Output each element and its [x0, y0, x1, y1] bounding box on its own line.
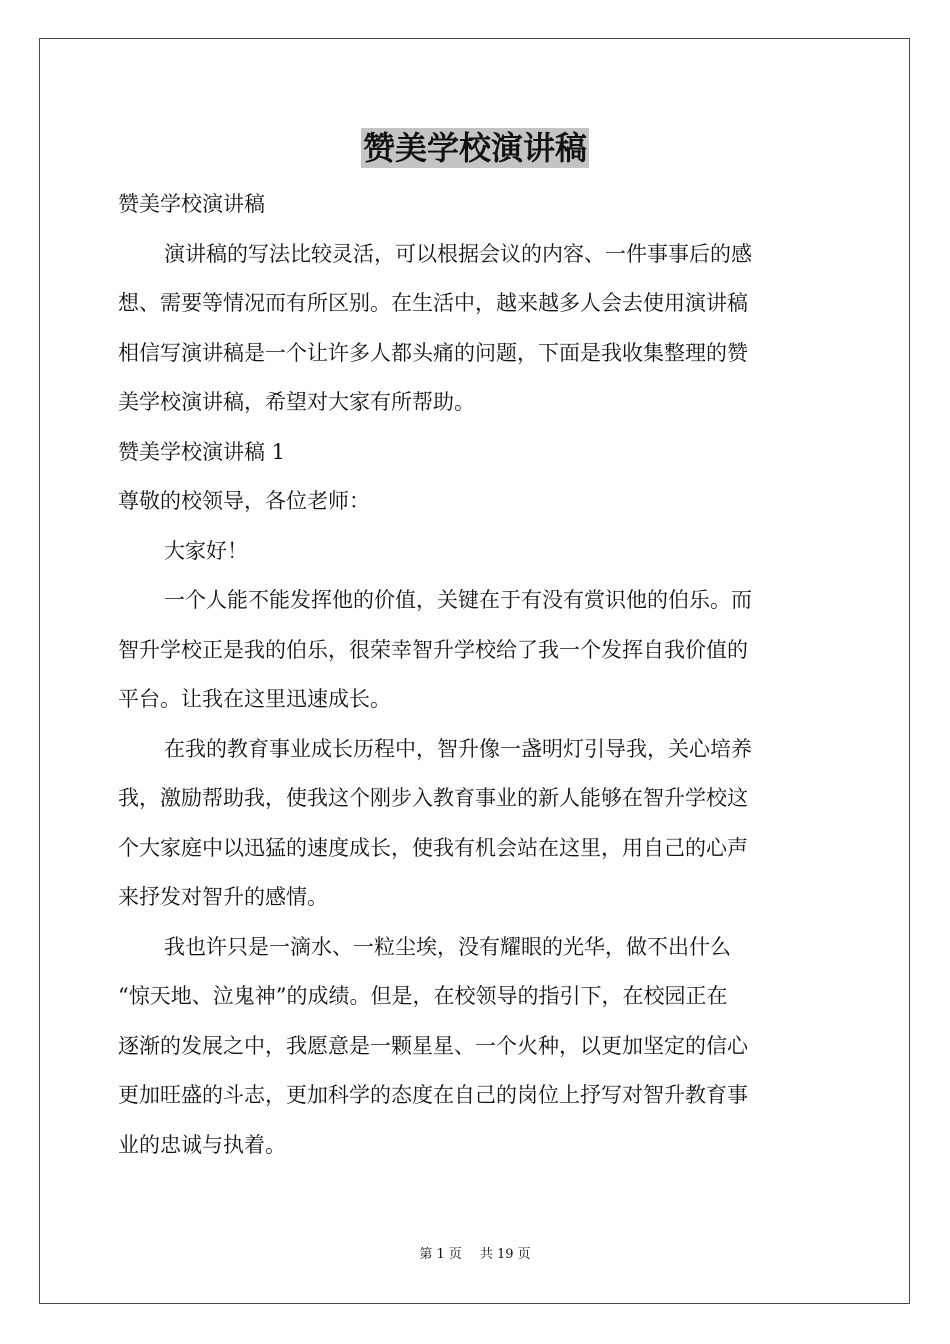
page-number-total: 共 19 页	[479, 1247, 531, 1262]
text-line: 平台。让我在这里迅速成长。	[118, 687, 391, 711]
document-title: 赞美学校演讲稿	[362, 129, 587, 167]
text-line: 尊敬的校领导，各位老师：	[118, 489, 370, 513]
text-line: 演讲稿的写法比较灵活，可以根据会议的内容、一件事事后的感	[164, 241, 752, 266]
text-line: 美学校演讲稿，希望对大家有所帮助。	[118, 390, 475, 414]
text-line: 赞美学校演讲稿 1	[118, 439, 286, 464]
text-line: 来抒发对智升的感情。	[118, 885, 328, 909]
text-line: 业的忠诚与执着。	[118, 1132, 286, 1157]
text-line: 智升学校正是我的伯乐，很荣幸智升学校给了我一个发挥自我价值的	[118, 637, 748, 662]
text-line: 大家好！	[164, 538, 248, 563]
text-line: 赞美学校演讲稿	[118, 192, 265, 216]
text-line: 逐渐的发展之中，我愿意是一颗星星、一个火种，以更加坚定的信心	[118, 1033, 748, 1058]
text-line: 一个人能不能发挥他的价值，关键在于有没有赏识他的伯乐。而	[164, 588, 752, 612]
text-line: 在我的教育事业成长历程中，智升像一盏明灯引导我，关心培养	[164, 736, 752, 761]
title-container	[0, 128, 950, 168]
text-line: 更加旺盛的斗志，更加科学的态度在自己的岗位上抒写对智升教育事	[118, 1083, 748, 1107]
page-number-current: 第 1 页	[419, 1247, 462, 1262]
text-line: 个大家庭中以迅猛的速度成长，使我有机会站在这里，用自己的心声	[118, 835, 748, 860]
text-line: 我也许只是一滴水、一粒尘埃，没有耀眼的光华，做不出什么	[164, 934, 731, 959]
text-line: 想、需要等情况而有所区别。在生活中，越来越多人会去使用演讲稿	[118, 291, 748, 315]
text-line: 我，激励帮助我，使我这个刚步入教育事业的新人能够在智升学校这	[118, 786, 748, 810]
text-line: “惊天地、泣鬼神”的成绩。但是，在校领导的指引下，在校园正在	[118, 984, 728, 1008]
page-footer	[0, 1246, 950, 1264]
document-body	[118, 180, 832, 1170]
text-line: 相信写演讲稿是一个让许多人都头痛的问题，下面是我收集整理的赞	[118, 340, 748, 365]
